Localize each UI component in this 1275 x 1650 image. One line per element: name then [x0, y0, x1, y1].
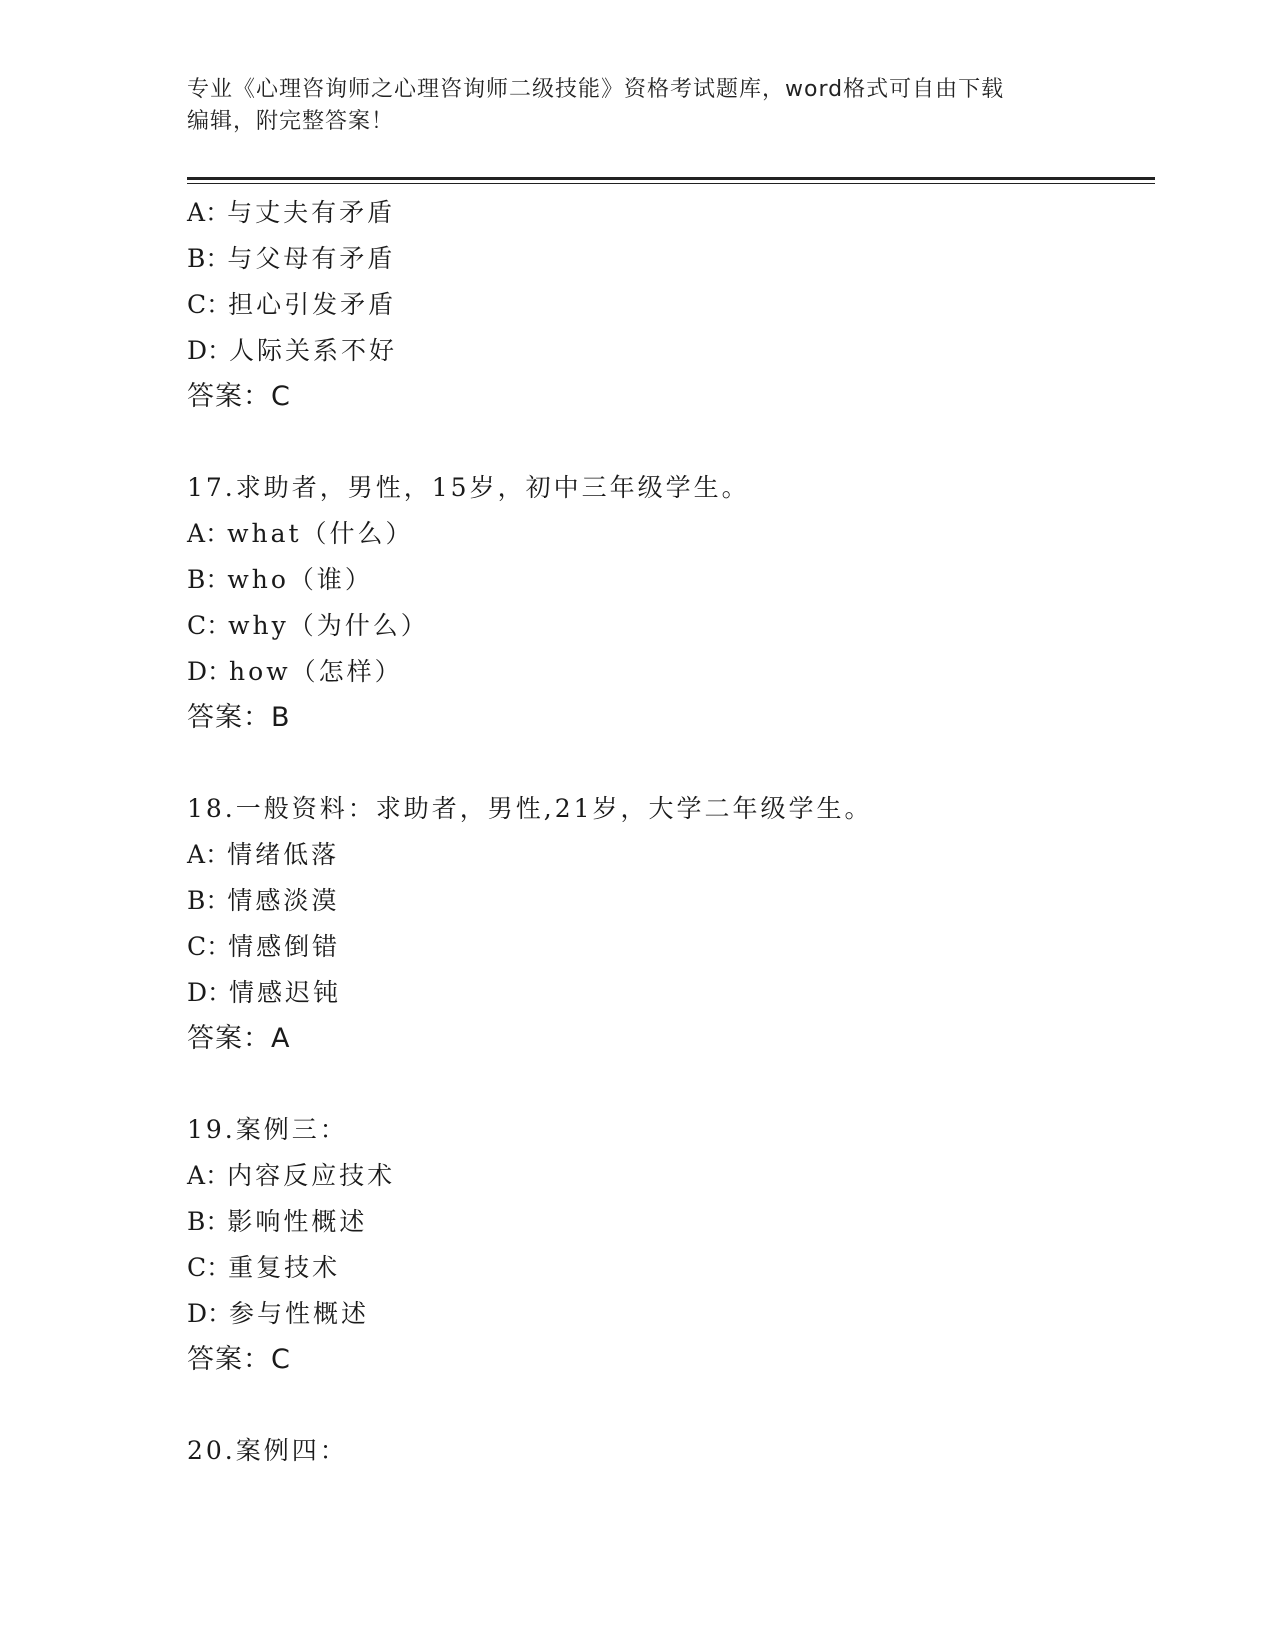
option-text: 参与性概述	[229, 1299, 370, 1328]
option-text: 担心引发矛盾	[228, 290, 397, 319]
answer-line: 答案：A	[187, 1023, 291, 1054]
question-20	[187, 1428, 1147, 1474]
option-b	[187, 1199, 1147, 1245]
answer-line: 答案：B	[187, 702, 291, 733]
document-header	[187, 74, 1087, 138]
question-list	[187, 190, 1147, 1474]
option-letter: B	[187, 244, 206, 273]
option-colon: ：	[205, 198, 231, 227]
header-rule-thin	[187, 183, 1155, 184]
option-b	[187, 878, 1147, 924]
header-rule-thick	[187, 177, 1155, 180]
spacer	[187, 1383, 1147, 1428]
option-text: 与丈夫有矛盾	[227, 198, 396, 227]
option-colon: ：	[205, 1207, 231, 1236]
header-line-1: 专业《心理咨询师之心理咨询师二级技能》资格考试题库，word格式可自由下载	[187, 77, 1005, 102]
option-c	[187, 282, 1147, 328]
option-letter: A	[187, 519, 206, 548]
option-b	[187, 236, 1147, 282]
option-colon: ：	[205, 244, 231, 273]
question-17	[187, 465, 1147, 741]
option-text: 与父母有矛盾	[227, 244, 396, 273]
option-text: who（谁）	[227, 565, 373, 594]
option-text: 情感淡漠	[227, 886, 340, 915]
spacer	[187, 741, 1147, 786]
option-d	[187, 970, 1147, 1016]
option-letter: A	[187, 1161, 206, 1190]
option-text: 人际关系不好	[229, 336, 398, 365]
question-title: 18.一般资料：求助者，男性,21岁，大学二年级学生。	[187, 794, 873, 823]
option-text: 重复技术	[228, 1253, 341, 1282]
option-colon: ：	[207, 978, 233, 1007]
option-letter: C	[187, 611, 207, 640]
option-text: 情感倒错	[228, 932, 341, 961]
option-letter: B	[187, 886, 206, 915]
option-a	[187, 1153, 1147, 1199]
option-text: 内容反应技术	[227, 1161, 396, 1190]
option-a	[187, 511, 1147, 557]
question-16-continued	[187, 190, 1147, 420]
option-a	[187, 832, 1147, 878]
option-colon: ：	[205, 519, 231, 548]
option-c	[187, 924, 1147, 970]
option-colon: ：	[207, 657, 233, 686]
option-colon: ：	[205, 886, 231, 915]
option-colon: ：	[206, 611, 232, 640]
option-colon: ：	[206, 290, 232, 319]
option-colon: ：	[206, 932, 232, 961]
option-colon: ：	[205, 840, 231, 869]
option-text: why（为什么）	[228, 611, 429, 640]
option-letter: C	[187, 290, 207, 319]
option-letter: B	[187, 1207, 206, 1236]
option-letter: D	[187, 336, 208, 365]
option-d	[187, 649, 1147, 695]
option-colon: ：	[207, 336, 233, 365]
option-colon: ：	[205, 1161, 231, 1190]
question-title: 17.求助者，男性，15岁，初中三年级学生。	[187, 473, 750, 502]
option-text: 情感迟钝	[229, 978, 342, 1007]
option-letter: D	[187, 978, 208, 1007]
option-a	[187, 190, 1147, 236]
option-text: 影响性概述	[227, 1207, 368, 1236]
option-letter: C	[187, 932, 207, 961]
option-d	[187, 1291, 1147, 1337]
question-title: 20.案例四：	[187, 1436, 348, 1465]
question-title: 19.案例三：	[187, 1115, 348, 1144]
option-letter: D	[187, 657, 208, 686]
option-text: what（什么）	[227, 519, 414, 548]
option-text: 情绪低落	[227, 840, 340, 869]
header-line-2: 编辑，附完整答案！	[187, 109, 395, 134]
option-colon: ：	[206, 1253, 232, 1282]
answer-line: 答案：C	[187, 1344, 291, 1375]
option-b	[187, 557, 1147, 603]
option-letter: D	[187, 1299, 208, 1328]
option-c	[187, 603, 1147, 649]
option-letter: B	[187, 565, 206, 594]
spacer	[187, 420, 1147, 465]
question-19	[187, 1107, 1147, 1383]
option-text: how（怎样）	[229, 657, 403, 686]
option-colon: ：	[205, 565, 231, 594]
option-colon: ：	[207, 1299, 233, 1328]
question-18	[187, 786, 1147, 1062]
option-letter: A	[187, 198, 206, 227]
answer-line: 答案：C	[187, 381, 291, 412]
option-letter: A	[187, 840, 206, 869]
option-letter: C	[187, 1253, 207, 1282]
spacer	[187, 1062, 1147, 1107]
option-c	[187, 1245, 1147, 1291]
option-d	[187, 328, 1147, 374]
